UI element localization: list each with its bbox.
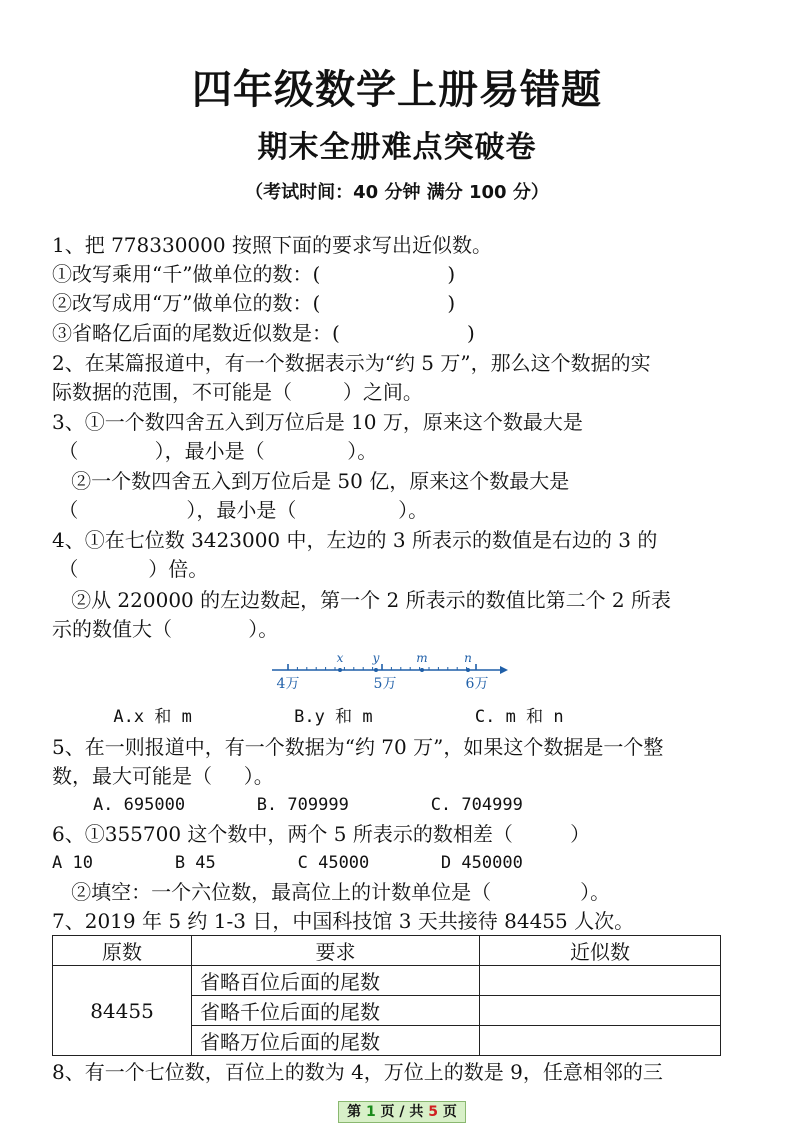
answer-cell[interactable] — [480, 1026, 721, 1056]
footer-suffix: 页 — [438, 1104, 457, 1120]
point-x — [338, 668, 342, 672]
number-line-ticks — [288, 664, 476, 670]
q4-line-4: 示的数值大（ ）。 — [52, 617, 279, 641]
point-label-m: m — [416, 651, 428, 665]
point-n — [466, 668, 470, 672]
q4-options: A.x 和 m B.y 和 m C. m 和 n — [52, 707, 564, 727]
tick-label-5wan: 5万 — [373, 676, 397, 692]
q6-line-2: ②填空：一个六位数，最高位上的计数单位是（ ）。 — [52, 880, 611, 904]
answer-cell[interactable] — [480, 966, 721, 996]
tick-label-4wan: 4万 — [276, 676, 300, 692]
requirement-cell: 省略百位后面的尾数 — [192, 966, 480, 996]
q2-line-2: 际数据的范围，不可能是（ ）之间。 — [52, 380, 423, 404]
arrow-icon — [500, 666, 508, 674]
q3-line-4: （ ），最小是（ ）。 — [52, 498, 429, 522]
requirement-cell: 省略千位后面的尾数 — [192, 996, 480, 1026]
q4-line-1: 4、①在七位数 3423000 中，左边的 3 所表示的数值是右边的 3 的 — [52, 528, 658, 552]
page-title: 四年级数学上册易错题 — [192, 67, 602, 113]
q8-line-1: 8、有一个七位数，百位上的数为 4，万位上的数是 9，任意相邻的三 — [52, 1060, 663, 1084]
point-m — [420, 668, 424, 672]
q7-stem: 7、2019 年 5 约 1-3 日，中国科技馆 3 天共接待 84455 人次。 — [52, 909, 635, 933]
q1-part-a: ①改写乘用“千”做单位的数：( ) — [52, 262, 456, 286]
q5-line-1: 5、在一则报道中，有一个数据为“约 70 万”，如果这个数据是一个整 — [52, 735, 664, 759]
header-requirement: 要求 — [192, 936, 480, 966]
tick-label-6wan: 6万 — [465, 676, 489, 692]
q5-line-2: 数，最大可能是（ ）。 — [52, 764, 274, 788]
answer-cell[interactable] — [480, 996, 721, 1026]
q1-stem: 1、把 778330000 按照下面的要求写出近似数。 — [52, 233, 492, 257]
current-page: 1 — [365, 1104, 376, 1120]
page-footer — [338, 1101, 466, 1123]
exam-info: （考试时间：40 分钟 满分 100 分） — [245, 182, 549, 203]
q2-line-1: 2、在某篇报道中，有一个数据表示为“约 5 万”，那么这个数据的实 — [52, 351, 651, 375]
q4-line-3: ②从 220000 的左边数起，第一个 2 所表示的数值比第二个 2 所表 — [52, 588, 672, 612]
header-approx: 近似数 — [480, 936, 721, 966]
page-subtitle: 期末全册难点突破卷 — [257, 130, 537, 165]
footer-prefix: 第 — [347, 1104, 366, 1120]
point-label-x: x — [336, 651, 344, 665]
q3-line-1: 3、①一个数四舍五入到万位后是 10 万，原来这个数最大是 — [52, 410, 583, 434]
q1-part-b: ②改写成用“万”做单位的数：( ) — [52, 291, 456, 315]
table-header-row — [53, 936, 721, 966]
point-label-n: n — [464, 651, 472, 665]
approximation-table — [52, 935, 721, 1056]
q6-line-1: 6、①355700 这个数中，两个 5 所表示的数相差（ ） — [52, 822, 591, 846]
point-y — [374, 668, 378, 672]
point-label-y: y — [372, 651, 380, 665]
header-original: 原数 — [53, 936, 192, 966]
original-number-cell: 84455 — [53, 966, 192, 1056]
q6-options: A 10 B 45 C 45000 D 450000 — [52, 853, 523, 873]
number-line — [268, 648, 513, 696]
q1-part-c: ③省略亿后面的尾数近似数是：( ) — [52, 321, 475, 345]
total-pages: 5 — [428, 1104, 439, 1120]
q3-line-2: （ ），最小是（ ）。 — [52, 439, 378, 463]
q4-line-2: （ ）倍。 — [52, 557, 209, 581]
q3-line-3: ②一个数四舍五入到万位后是 50 亿，原来这个数最大是 — [52, 469, 570, 493]
q5-options: A. 695000 B. 709999 C. 704999 — [52, 795, 523, 815]
footer-mid: 页 / 共 — [375, 1104, 429, 1120]
requirement-cell: 省略万位后面的尾数 — [192, 1026, 480, 1056]
table-row — [53, 966, 721, 996]
